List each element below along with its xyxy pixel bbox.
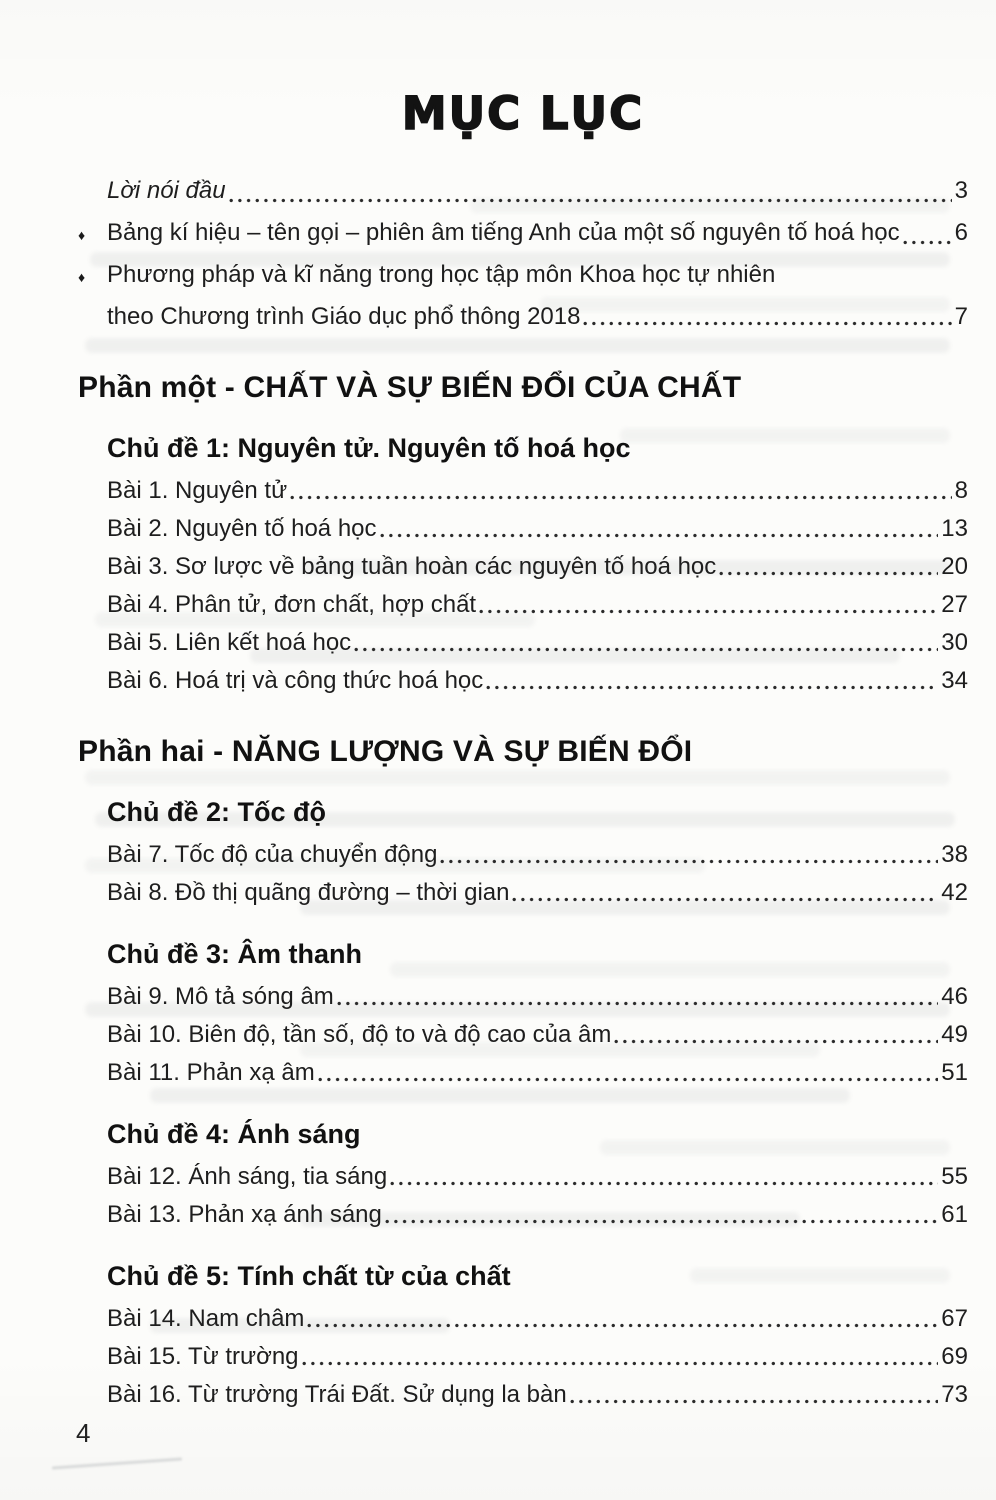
toc-entry-label: Bài 2. Nguyên tố hoá học [107, 515, 377, 542]
toc-entry [78, 548, 968, 586]
toc-part [78, 370, 968, 700]
toc-page-number: 34 [941, 667, 968, 694]
bullet-diamond-icon: ♦ [78, 269, 86, 285]
toc-entry [78, 624, 968, 662]
dot-leader [302, 1361, 939, 1366]
dot-leader [385, 1219, 938, 1224]
lesson-list [78, 1158, 968, 1234]
toc-entry-label: Bài 15. Từ trường [107, 1343, 299, 1370]
toc-entry-label: Bài 7. Tốc độ của chuyển động [107, 841, 438, 868]
toc-entry [78, 1376, 968, 1414]
dot-leader [337, 1001, 939, 1006]
dot-leader [290, 495, 951, 500]
dot-leader [719, 571, 938, 576]
toc-topic [78, 1260, 968, 1414]
dot-leader [307, 1323, 938, 1328]
toc-page-number: 49 [941, 1021, 968, 1048]
toc-page-number: 69 [941, 1343, 968, 1370]
toc-page-number: 8 [954, 477, 968, 504]
toc-page-number: 6 [954, 219, 968, 246]
toc-entry-label: Bài 4. Phân tử, đơn chất, hợp chất [107, 591, 477, 618]
toc-page-number: 51 [941, 1059, 968, 1086]
toc-entry [78, 662, 968, 700]
toc-page-number: 3 [954, 177, 968, 204]
toc-entry-label: Bài 12. Ánh sáng, tia sáng [107, 1163, 388, 1190]
part-heading: Phần hai - NĂNG LƯỢNG VÀ SỰ BIẾN ĐỔI [78, 735, 693, 768]
toc-part [78, 734, 968, 1414]
toc-entry-label: Bài 10. Biên độ, tần số, độ to và độ cao của âm [107, 1021, 612, 1048]
toc-entry [78, 213, 968, 255]
dot-leader [440, 859, 938, 864]
dot-leader [390, 1181, 938, 1186]
toc-entry-label: theo Chương trình Giáo dục phổ thông 2018 [107, 303, 581, 330]
topic-heading: Chủ đề 5: Tính chất từ của chất [107, 1261, 511, 1291]
dot-leader [486, 685, 938, 690]
topic-heading: Chủ đề 1: Nguyên tử. Nguyên tố hoá học [107, 433, 631, 463]
bullet-diamond-icon: ♦ [78, 227, 86, 243]
dot-leader [354, 647, 938, 652]
lesson-list [78, 1300, 968, 1414]
toc-entry [78, 255, 968, 297]
toc-entry [78, 1196, 968, 1234]
toc-entry-label: Bài 9. Mô tả sóng âm [107, 983, 334, 1010]
toc-topic [78, 432, 968, 700]
dot-leader [318, 1077, 939, 1082]
toc-entry-label: Bảng kí hiệu – tên gọi – phiên âm tiếng Anh của một số nguyên tố hoá học [107, 219, 900, 246]
toc-entry [78, 1016, 968, 1054]
toc-entry [78, 472, 968, 510]
toc-entry-label: Bài 1. Nguyên tử [107, 477, 288, 504]
toc-entry [78, 874, 968, 912]
page-title: MỤC LỤC [401, 87, 645, 140]
toc-entry [78, 1300, 968, 1338]
front-matter-section [78, 168, 968, 336]
scan-streak-artifact [52, 1457, 182, 1469]
toc-entry-label: Bài 14. Nam châm [107, 1305, 305, 1332]
lesson-list [78, 978, 968, 1092]
toc-entry [78, 586, 968, 624]
dot-leader [479, 609, 938, 614]
dot-leader [583, 321, 951, 326]
dot-leader [903, 240, 952, 245]
toc-entry-label: Bài 13. Phản xạ ánh sáng [107, 1201, 382, 1228]
toc-entry-label: Bài 8. Đồ thị quãng đường – thời gian [107, 879, 510, 906]
toc-entry [78, 836, 968, 874]
toc-page-number: 46 [941, 983, 968, 1010]
toc-topic [78, 1118, 968, 1234]
toc-entry [78, 1054, 968, 1092]
toc-entry-continuation [78, 297, 968, 336]
dot-leader [229, 198, 952, 203]
topic-heading: Chủ đề 4: Ánh sáng [107, 1119, 361, 1149]
toc-entry-label: Bài 5. Liên kết hoá học [107, 629, 352, 656]
lesson-list [78, 836, 968, 912]
toc-topic [78, 938, 968, 1092]
toc-entry [78, 1338, 968, 1376]
toc-entry-label: Bài 11. Phản xạ âm [107, 1059, 315, 1086]
topic-heading: Chủ đề 2: Tốc độ [107, 797, 326, 827]
toc-entry-label: Bài 3. Sơ lược về bảng tuần hoàn các nguyên tố hoá học [107, 553, 717, 580]
toc-page-number: 73 [941, 1381, 968, 1408]
toc-page-number: 20 [941, 553, 968, 580]
toc-entry-label: Bài 16. Từ trường Trái Đất. Sử dụng la bàn [107, 1381, 567, 1408]
toc-topic [78, 796, 968, 912]
topic-heading: Chủ đề 3: Âm thanh [107, 939, 362, 969]
lesson-list [78, 472, 968, 700]
toc-entry-label: Lời nói đầu [107, 177, 226, 204]
toc-page-number: 30 [941, 629, 968, 656]
toc-page-number: 55 [941, 1163, 968, 1190]
toc-page-number: 38 [941, 841, 968, 868]
toc-entry [78, 1158, 968, 1196]
dot-leader [614, 1039, 938, 1044]
toc-entry [78, 168, 968, 213]
toc-entry-label: Bài 6. Hoá trị và công thức hoá học [107, 667, 484, 694]
page-number-footer: 4 [76, 1418, 91, 1448]
toc-page-number: 61 [941, 1201, 968, 1228]
toc-page-number: 13 [941, 515, 968, 542]
toc-page-number: 7 [954, 303, 968, 330]
toc-content [78, 0, 968, 1414]
toc-entry-label: Phương pháp và kĩ năng trong học tập môn Khoa học tự nhiên [107, 261, 776, 288]
dot-leader [380, 533, 939, 538]
toc-entry [78, 510, 968, 548]
part-heading: Phần một - CHẤT VÀ SỰ BIẾN ĐỔI CỦA CHẤT [78, 371, 742, 404]
dot-leader [570, 1399, 939, 1404]
toc-page-number: 67 [941, 1305, 968, 1332]
toc-page-number: 42 [941, 879, 968, 906]
toc-page-number: 27 [941, 591, 968, 618]
toc-entry [78, 978, 968, 1016]
dot-leader [512, 897, 938, 902]
